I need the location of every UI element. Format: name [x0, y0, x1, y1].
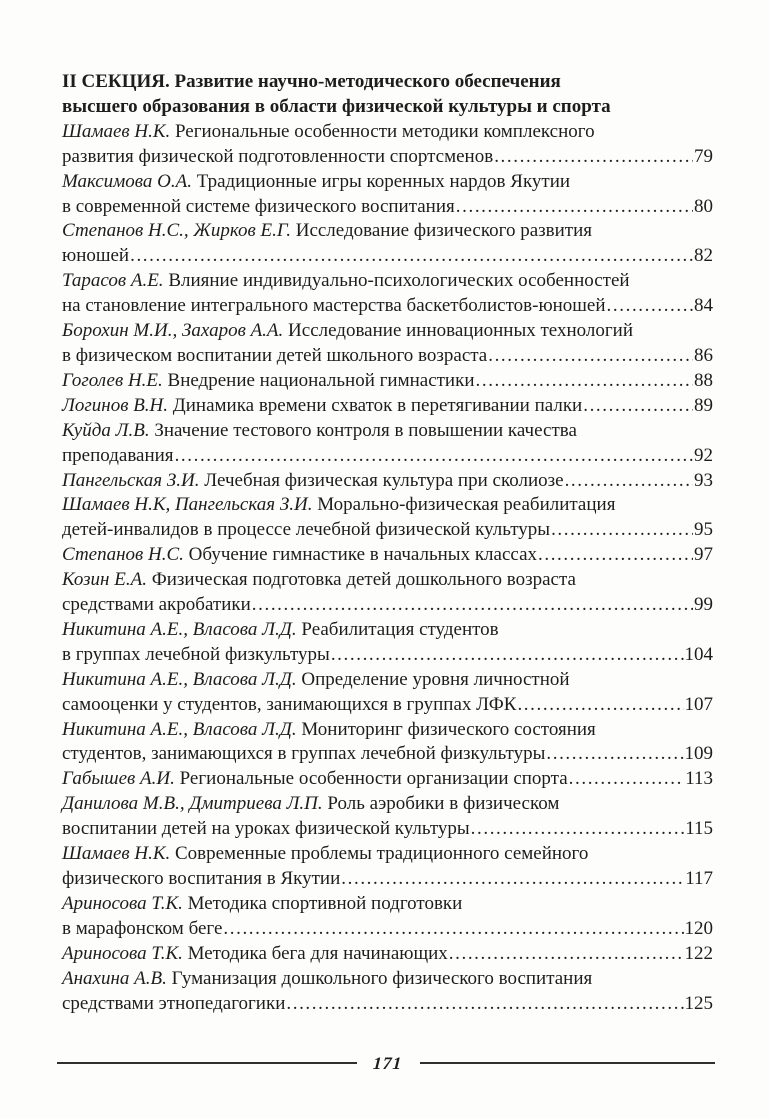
dot-leader [517, 693, 683, 718]
entry-title-text: в группах лечебной физкультуры [62, 643, 330, 665]
entry-title-text: Шамаев Н.К. Современные проблемы традиционного семейного [62, 843, 589, 865]
entry-page-number: 89 [694, 394, 713, 416]
toc-line [62, 917, 713, 942]
entry-title-text: средствами этнопедагогики [62, 992, 286, 1014]
toc-line [62, 444, 713, 469]
footer-rule-right [420, 1062, 715, 1064]
author-name: Никитина А.Е., Власова Л.Д. [62, 668, 297, 690]
entry-title-text: детей-инвалидов в процессе лечебной физической культуры [62, 519, 551, 541]
entry-title-text: в физическом воспитании детей школьного возраста [62, 344, 488, 366]
toc-entry [62, 369, 713, 394]
entry-title-text: средствами акробатики [62, 594, 251, 616]
toc-entry [62, 718, 713, 768]
toc-entry [62, 568, 713, 618]
entry-page-number: 93 [694, 469, 713, 491]
toc-line [62, 867, 713, 892]
toc-line [62, 294, 713, 319]
dot-leader [471, 817, 685, 842]
toc-line [62, 817, 713, 842]
author-name: Тарасов А.Е. [62, 270, 164, 292]
entry-title-text: в современной системе физического воспитания [62, 195, 455, 217]
author-name: Шамаев Н.К, Пангельская З.И. [62, 494, 313, 516]
toc-line [62, 742, 713, 767]
entry-page-number: 125 [684, 992, 713, 1014]
entry-title-text: Никитина А.Е., Власова Л.Д. Мониторинг физического состояния [62, 718, 596, 740]
toc-list [62, 120, 713, 1017]
toc-line [62, 394, 713, 419]
toc-entry [62, 394, 713, 419]
entry-page-number: 104 [684, 643, 713, 665]
author-name: Габышев А.И. [62, 768, 175, 790]
entry-title-text: развития физической подготовленности спортсменов [62, 145, 494, 167]
author-name: Гоголев Н.Е. [62, 369, 163, 391]
entry-title-text: Габышев А.И. Региональные особенности организации спорта [62, 768, 568, 790]
entry-title-text: Пангельская З.И. Лечебная физическая культура при сколиозе [62, 469, 564, 491]
toc-entry [62, 120, 713, 170]
toc-line [62, 244, 713, 269]
entry-title-text: физического воспитания в Якутии [62, 868, 341, 889]
entry-page-number: 92 [694, 444, 713, 466]
entry-title-text: студентов, занимающихся в группах лечебной физкультуры [62, 743, 546, 765]
toc-line [62, 369, 713, 394]
toc-line [62, 170, 713, 195]
dot-leader [476, 369, 694, 394]
entry-page-number: 88 [694, 369, 713, 391]
toc-entry [62, 269, 713, 319]
dot-leader [286, 992, 683, 1017]
dot-leader [456, 195, 693, 220]
toc-entry [62, 668, 713, 718]
dot-leader [331, 643, 684, 668]
dot-leader [565, 469, 693, 494]
author-name: Козин Е.А. [62, 569, 147, 591]
toc-line [62, 518, 713, 543]
toc-line [62, 269, 713, 294]
toc-entry [62, 967, 713, 1017]
dot-leader [175, 444, 693, 469]
entry-page-number: 97 [694, 544, 713, 566]
toc-entry [62, 319, 713, 369]
entry-title-text: в марафонском беге [62, 917, 223, 939]
dot-leader [341, 867, 684, 892]
toc-line [62, 892, 713, 917]
toc-line [62, 145, 713, 170]
entry-title-text: Куйда Л.В. Значение тестового контроля в повышении качества [62, 419, 577, 441]
entry-title-text: Никитина А.Е., Власова Л.Д. Определение уровня личностной [62, 668, 570, 690]
entry-page-number: 79 [694, 145, 713, 167]
toc-line [62, 344, 713, 369]
entry-page-number: 80 [694, 195, 713, 217]
toc-entry [62, 942, 713, 967]
toc-line [62, 419, 713, 444]
dot-leader [583, 394, 693, 419]
dot-leader [569, 767, 685, 792]
dot-leader [252, 593, 693, 618]
entry-page-number: 109 [684, 743, 713, 765]
entry-page-number: 95 [694, 519, 713, 541]
toc-line [62, 469, 713, 494]
section-heading [62, 70, 713, 120]
author-name: Шамаев Н.К. [62, 120, 171, 142]
author-name: Шамаев Н.К. [62, 843, 171, 865]
dot-leader [223, 917, 683, 942]
entry-title-text: Борохин М.И., Захаров А.А. Исследование инновационных технологий [62, 320, 633, 342]
entry-page-number: 120 [684, 917, 713, 939]
toc-line [62, 668, 713, 693]
toc-line [62, 120, 713, 145]
toc-line [62, 967, 713, 992]
entry-title-text: самооценки у студентов, занимающихся в группах ЛФК [62, 693, 517, 715]
dot-leader [130, 244, 693, 269]
toc-line [62, 593, 713, 618]
toc-entry [62, 792, 713, 842]
dot-leader [488, 344, 693, 369]
toc-line [62, 568, 713, 593]
toc-content [62, 70, 713, 1016]
entry-page-number: 122 [684, 942, 713, 964]
toc-line [62, 792, 713, 817]
entry-title-text: воспитании детей на уроках физической культуры [62, 818, 470, 840]
author-name: Данилова М.В., Дмитриева Л.П. [62, 793, 323, 815]
entry-title-text: преподавания [62, 444, 174, 466]
entry-title-text: Тарасов А.Е. Влияние индивидуально-психологических особенностей [62, 270, 630, 292]
toc-line [62, 693, 713, 718]
toc-entry [62, 767, 713, 792]
section-heading-line-1: II СЕКЦИЯ. Развитие научно-методического обеспечения [62, 71, 561, 92]
page-footer [57, 1050, 715, 1076]
entry-title-text: Анахина А.В. Гуманизация дошкольного физического воспитания [62, 967, 593, 989]
toc-line [62, 643, 713, 668]
entry-title-text: Шамаев Н.К, Пангельская З.И. Морально-физическая реабилитация [62, 494, 616, 516]
toc-line [62, 718, 713, 743]
toc-entry [62, 493, 713, 543]
entry-page-number: 115 [685, 818, 713, 840]
toc-entry [62, 842, 713, 892]
author-name: Степанов Н.С., Жирков Е.Г. [62, 220, 291, 242]
entry-page-number: 99 [694, 594, 713, 616]
toc-entry [62, 892, 713, 942]
toc-entry [62, 469, 713, 494]
page-number: 171 [372, 1052, 403, 1073]
toc-line [62, 493, 713, 518]
section-heading-line-2: высшего образования в области физической культуры и спорта [62, 95, 611, 117]
author-name: Анахина А.В. [62, 967, 167, 989]
author-name: Куйда Л.В. [62, 419, 150, 441]
dot-leader [546, 742, 683, 767]
author-name: Никитина А.Е., Власова Л.Д. [62, 718, 297, 740]
toc-entry [62, 543, 713, 568]
entry-page-number: 113 [685, 768, 713, 790]
toc-entry [62, 219, 713, 269]
entry-title-text: Ариносова Т.К. Методика спортивной подготовки [62, 892, 463, 914]
toc-line [62, 992, 713, 1017]
author-name: Степанов Н.С. [62, 544, 184, 566]
entry-title-text: Никитина А.Е., Власова Л.Д. Реабилитация студентов [62, 618, 499, 640]
entry-title-text: Шамаев Н.К. Региональные особенности методики комплексного [62, 120, 595, 142]
entry-page-number: 107 [684, 693, 713, 715]
toc-line [62, 195, 713, 220]
entry-title-text: Степанов Н.С. Обучение гимнастике в начальных классах [62, 544, 537, 566]
dot-leader [494, 145, 693, 170]
entry-page-number: 84 [694, 295, 713, 317]
toc-line [62, 319, 713, 344]
entry-page-number: 86 [694, 344, 713, 366]
entry-page-number: 117 [685, 868, 713, 889]
author-name: Ариносова Т.К. [62, 942, 183, 964]
toc-line [62, 543, 713, 568]
dot-leader [607, 294, 693, 319]
toc-line [62, 767, 713, 792]
entry-title-text: Данилова М.В., Дмитриева Л.П. Роль аэробики в физическом [62, 793, 560, 815]
dot-leader [538, 543, 693, 568]
toc-line [62, 942, 713, 967]
author-name: Ариносова Т.К. [62, 892, 183, 914]
author-name: Борохин М.И., Захаров А.А. [62, 320, 284, 342]
author-name: Пангельская З.И. [62, 469, 200, 491]
entry-title-text: на становление интегрального мастерства баскетболистов-юношей [62, 295, 606, 317]
dot-leader [449, 942, 684, 967]
toc-line [62, 219, 713, 244]
entry-title-text: юношей [62, 245, 130, 267]
entry-title-text: Ариносова Т.К. Методика бега для начинающих [62, 942, 448, 964]
footer-rule-left [57, 1062, 357, 1064]
entry-title-text: Степанов Н.С., Жирков Е.Г. Исследование физического развития [62, 220, 592, 242]
entry-title-text: Гоголев Н.Е. Внедрение национальной гимнастики [62, 369, 475, 391]
author-name: Максимова О.А. [62, 170, 192, 192]
entry-title-text: Максимова О.А. Традиционные игры коренных нардов Якутии [62, 170, 571, 192]
entry-title-text: Козин Е.А. Физическая подготовка детей дошкольного возраста [62, 569, 576, 591]
entry-page-number: 82 [694, 245, 713, 267]
toc-entry [62, 618, 713, 668]
entry-title-text: Логинов В.Н. Динамика времени схваток в перетягивании палки [62, 394, 583, 416]
author-name: Никитина А.Е., Власова Л.Д. [62, 618, 297, 640]
toc-entry [62, 170, 713, 220]
toc-line [62, 842, 713, 867]
dot-leader [551, 518, 693, 543]
toc-line [62, 618, 713, 643]
toc-entry [62, 419, 713, 469]
author-name: Логинов В.Н. [62, 394, 169, 416]
